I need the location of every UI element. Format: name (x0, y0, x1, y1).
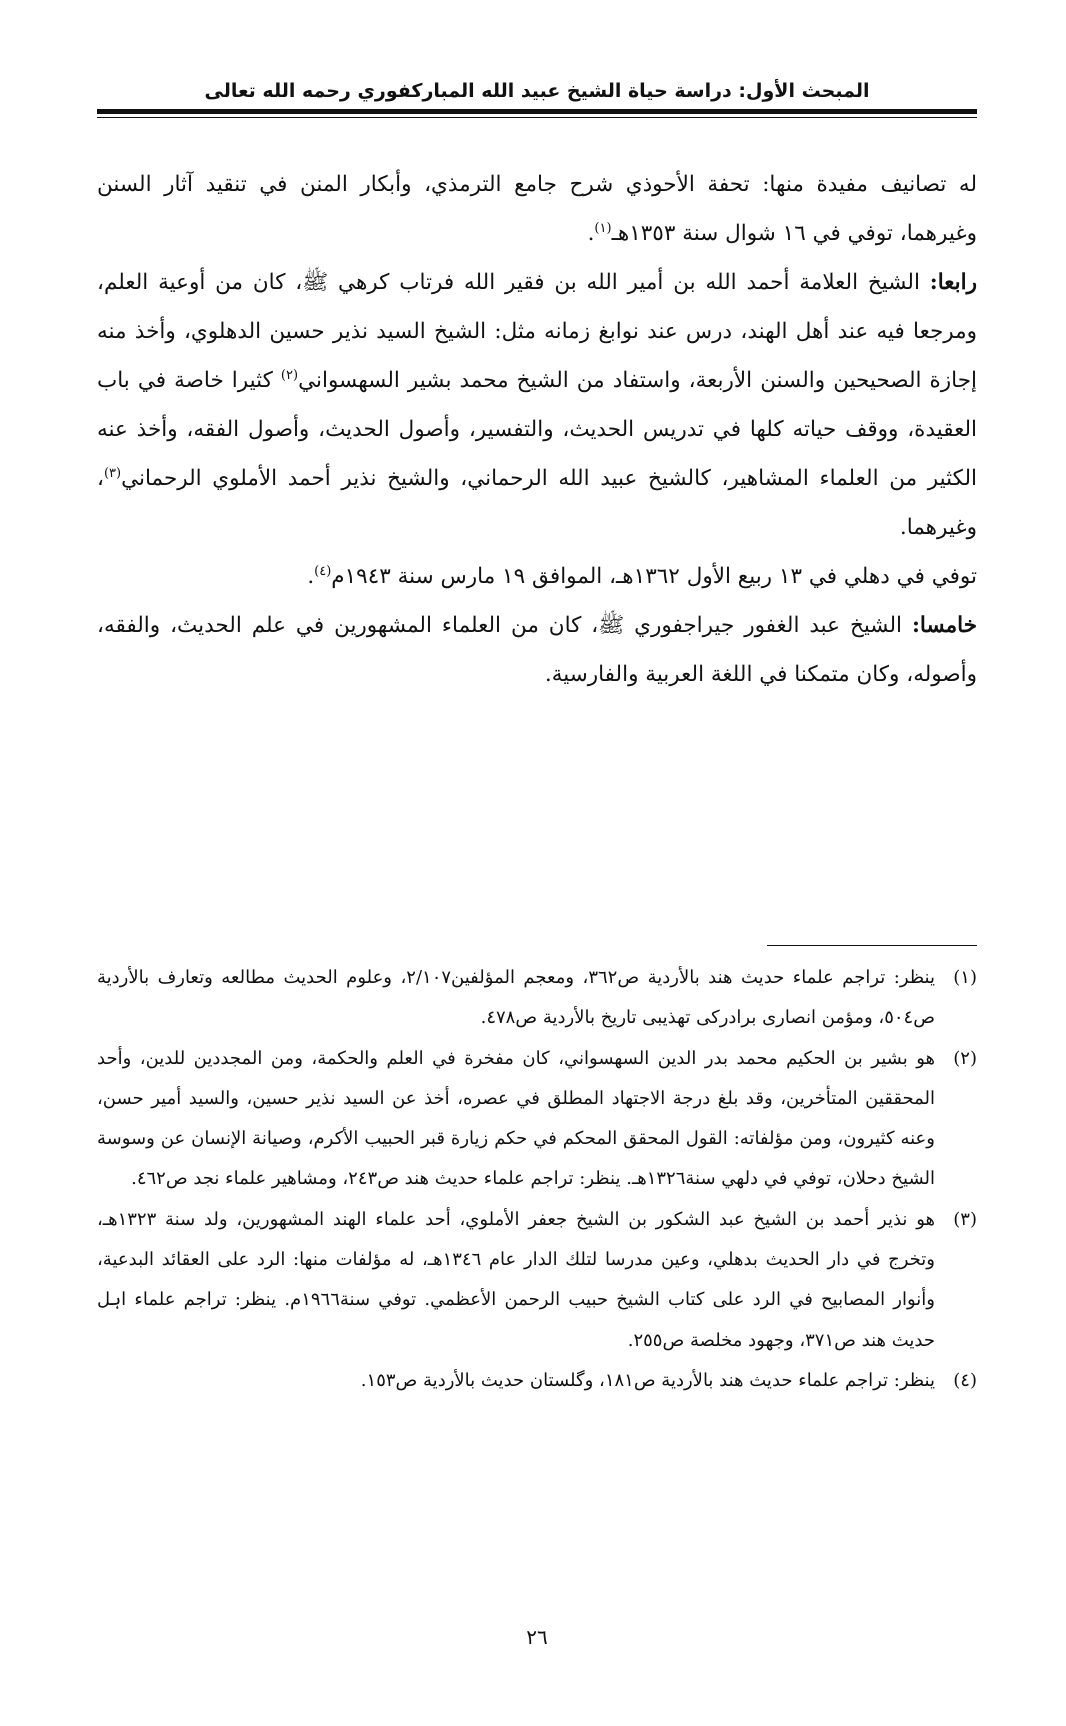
running-header: المبحث الأول: دراسة حياة الشيخ عبيد الله المباركفوري رحمه الله تعالى (204, 80, 870, 102)
header-rule-thin (97, 117, 977, 118)
footnote-number: (٤) (953, 1369, 977, 1391)
section-lead-fifth: خامسا: (911, 613, 977, 638)
paragraph-2-text-c: ، وغيرهما. (97, 466, 977, 540)
paragraph-3-tail: . (307, 564, 315, 589)
footnote-item (97, 958, 977, 1039)
footnote-number: (١) (953, 967, 977, 988)
footnote-number: (٣) (953, 1208, 977, 1230)
footnote-ref-3[interactable]: (٣) (103, 465, 122, 481)
paragraph-1-text: له تصانيف مفيدة منها: تحفة الأحوذي شرح جامع الترمذي، وأبكار المنن في تنقيد آثار السنن وغيرهما، توفي في ١٦ شوال سنة ١٣٥٣هـ (97, 172, 977, 246)
section-lead-fourth: رابعا: (929, 270, 977, 295)
paragraph-3-text: توفي في دهلي في ١٣ ربيع الأول ١٣٦٢هـ، الموافق ١٩ مارس سنة ١٩٤٣م (331, 564, 977, 589)
footnote-item (97, 1200, 977, 1361)
paragraph-1 (97, 160, 977, 258)
footnote-separator (767, 945, 977, 946)
footnote-number: (٢) (953, 1047, 977, 1069)
footnote-ref-2[interactable]: (٢) (280, 367, 299, 383)
paragraph-2 (97, 258, 977, 552)
paragraph-2-text-b: كثيرا خاصة في باب العقيدة، ووقف حياته كلها في تدريس الحديث، والتفسير، وأصول الحديث، وأصول الفقه، وأخذ عنه الكثير من العلماء المشاهير، كالشيخ عبيد الله الرحماني، والشيخ نذير أحمد الأملوي الرحماني (97, 368, 977, 491)
footnotes (97, 958, 977, 1401)
footnote-text: هو نذير أحمد بن الشيخ عبد الشكور بن الشيخ جعفر الأملوي، أحد علماء الهند المشهورين، ولد سنة ١٣٢٣هـ، وتخرج في دار الحديث بدهلي، وعين مدرسا لتلك الدار عام ١٣٤٦هـ، له مؤلفات منها: الرد على العقائد البدعية، وأنوار المصابيح في الرد على كتاب الشيخ حبيب الرحمن الأعظمي. توفي سنة١٩٦٦م. ينظر: تراجم علماء اہل حديث هند ص٣٧١، وجهود مخلصة ص٢٥٥. (97, 1208, 935, 1351)
footnote-text: ينظر: تراجم علماء حديث هند بالأردية ص١٨١، وگلستان حديث بالأردية ص١٥٣. (360, 1369, 935, 1391)
footnote-item (97, 1039, 977, 1200)
body-text (97, 160, 977, 699)
header-rule (97, 109, 977, 114)
footnote-ref-4[interactable]: (٤) (314, 563, 332, 579)
paragraph-2-text-a: الشيخ العلامة أحمد الله بن أمير الله بن فقير الله فرتاب كرهي ﷺ، كان من أوعية العلم، ومرجعا فيه عند أهل الهند، درس عند نوابغ زمانه مثل: الشيخ السيد نذير حسين الدهلوي، وأخذ منه إجازة الصحيحين والسنن الأربعة، واستفاد من الشيخ محمد بشير السهسواني (97, 270, 977, 393)
footnote-text: ينظر: تراجم علماء حديث هند بالأردية ص٣٦٢، ومعجم المؤلفين٢/١٠٧، وعلوم الحديث مطالعه وتعارف بالأردية ص٥٠٤، ومؤمن انصارى برادركى تهذيبى تاريخ بالأردية ص٤٧٨. (97, 967, 935, 1029)
paragraph-4 (97, 601, 977, 699)
paragraph-1-tail: . (587, 221, 595, 246)
paragraph-4-text: الشيخ عبد الغفور جيراجفوري ﷺ، كان من العلماء المشهورين في علم الحديث، والفقه، وأصوله، وكان متمكنا في اللغة العربية والفارسية. (97, 613, 977, 687)
paragraph-3 (97, 552, 977, 601)
page-number: ٢٦ (526, 1625, 548, 1649)
footnote-item (97, 1361, 977, 1401)
footnote-text: هو بشير بن الحكيم محمد بدر الدين السهسواني، كان مفخرة في العلم والحكمة، ومن المجددين للدين، وأحد المحققين المتأخرين، وقد بلغ درجة الاجتهاد المطلق في عصره، أخذ عن السيد نذير حسين، والسيد أمير حسن، وعنه كثيرون، ومن مؤلفاته: القول المحقق المحكم في حكم زيارة قبر الحبيب الأكرم، وصيانة الإنسان عن وسوسة الشيخ دحلان، توفي في دلهي سنة١٣٢٦هـ. ينظر: تراجم علماء حديث هند ص٢٤٣، ومشاهير علماء نجد ص٤٦٢. (97, 1047, 935, 1190)
footnote-ref-1[interactable]: (١) (594, 220, 612, 236)
